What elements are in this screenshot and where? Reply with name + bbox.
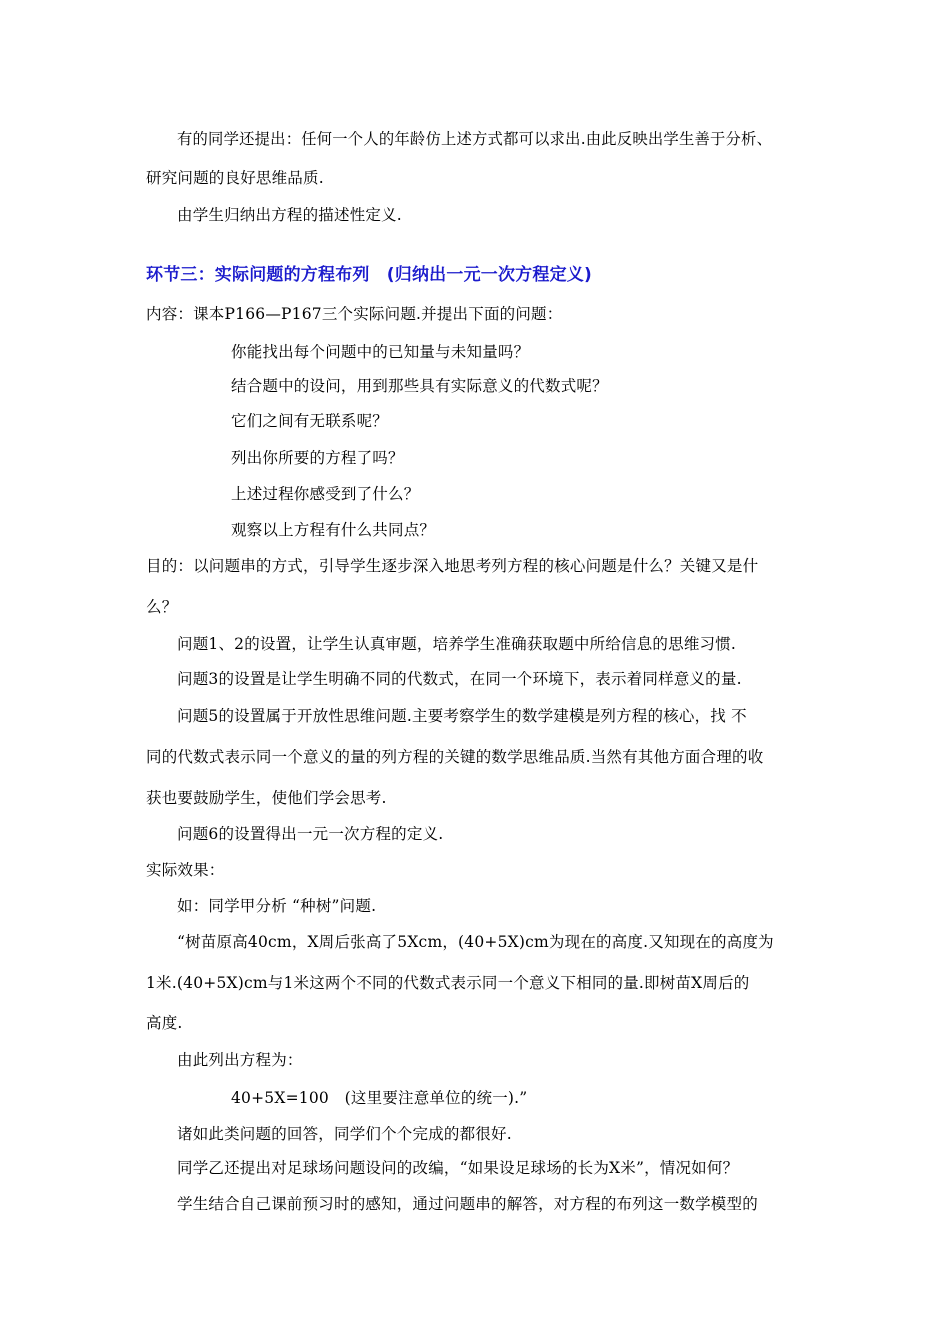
question-item: 结合题中的设问，用到那些具有实际意义的代数式呢？ (231, 377, 608, 395)
paragraph-line: 么？ (146, 598, 178, 616)
paragraph-line: 问题1、2的设置，让学生认真审题，培养学生准确获取题中所给信息的思维习惯. (177, 635, 737, 653)
paragraph-line: 获也要鼓励学生，使他们学会思考. (146, 789, 387, 807)
paragraph-line: 问题6的设置得出一元一次方程的定义. (177, 825, 444, 843)
question-item: 它们之间有无联系呢？ (231, 412, 389, 430)
paragraph-line: 目的：以问题串的方式，引导学生逐步深入地思考列方程的核心问题是什么？关键又是什 (146, 557, 759, 575)
paragraph-line: 由此列出方程为： (177, 1051, 303, 1069)
equation-line: 40+5X=100 (这里要注意单位的统一).” (231, 1089, 528, 1107)
paragraph-line: 高度. (146, 1014, 183, 1032)
question-item: 观察以上方程有什么共同点？ (231, 521, 436, 539)
paragraph-line: 由学生归纳出方程的描述性定义. (177, 206, 402, 224)
paragraph-line: 诸如此类问题的回答，同学们个个完成的都很好. (177, 1125, 512, 1143)
paragraph-line: 同学乙还提出对足球场问题设问的改编，“如果设足球场的长为X米”，情况如何？ (177, 1159, 739, 1177)
paragraph-line: 研究问题的良好思维品质. (146, 169, 324, 187)
question-item: 列出你所要的方程了吗？ (231, 449, 404, 467)
paragraph-line: 1米.(40+5X)cm与1米这两个不同的代数式表示同一个意义下相同的量.即树苗X周后的 (146, 974, 750, 992)
paragraph-line: 如：同学甲分析 “种树”问题. (177, 897, 377, 915)
paragraph-line: 内容：课本P166—P167三个实际问题.并提出下面的问题： (146, 305, 563, 323)
paragraph-line: 有的同学还提出：任何一个人的年龄仿上述方式都可以求出.由此反映出学生善于分析、 (177, 130, 773, 148)
question-item: 你能找出每个问题中的已知量与未知量吗？ (231, 343, 530, 361)
paragraph-line: 同的代数式表示同一个意义的量的列方程的关键的数学思维品质.当然有其他方面合理的收 (146, 748, 764, 766)
paragraph-line: “树苗原高40cm，X周后张高了5Xcm，(40+5X)cm为现在的高度.又知现在的高度为 (177, 933, 774, 951)
paragraph-line: 实际效果： (146, 861, 225, 879)
question-item: 上述过程你感受到了什么？ (231, 485, 420, 503)
paragraph-line: 学生结合自己课前预习时的感知，通过问题串的解答，对方程的布列这一数学模型的 (177, 1195, 758, 1213)
paragraph-line: 问题5的设置属于开放性思维问题.主要考察学生的数学建模是列方程的核心，找 不 (177, 707, 747, 725)
section-heading: 环节三：实际问题的方程布列 (归纳出一元一次方程定义) (146, 265, 592, 285)
paragraph-line: 问题3的设置是让学生明确不同的代数式，在同一个环境下，表示着同样意义的量. (177, 670, 742, 688)
